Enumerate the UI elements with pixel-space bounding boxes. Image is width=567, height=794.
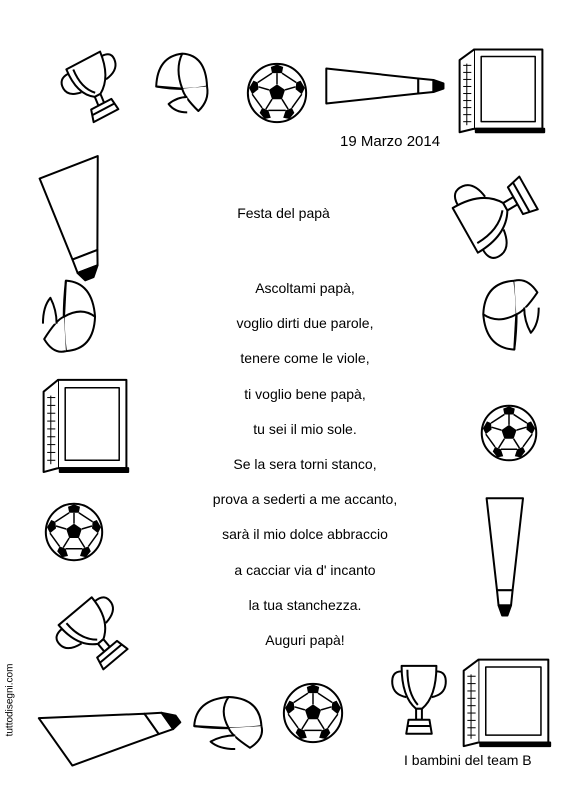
poem-title: Festa del papà bbox=[237, 205, 330, 221]
tie-icon bbox=[320, 56, 446, 106]
watermark bbox=[0, 650, 20, 750]
poem-line: sarà il mio dolce abbraccio bbox=[222, 526, 388, 543]
tie-icon bbox=[40, 688, 180, 760]
poem-line: prova a sederti a me accanto, bbox=[212, 491, 398, 508]
poem-line: Se la sera torni stanco, bbox=[233, 455, 377, 472]
cap-icon bbox=[150, 48, 212, 118]
laptop-icon bbox=[456, 46, 546, 134]
poem-line: la tua stanchezza. bbox=[248, 596, 362, 613]
poem-line: Auguri papà! bbox=[265, 631, 345, 648]
poem-line: ti voglio bene papà, bbox=[244, 385, 366, 402]
trophy-icon bbox=[390, 662, 448, 740]
date-label: 19 Marzo 2014 bbox=[340, 133, 441, 150]
soccer-ball-icon bbox=[246, 62, 308, 124]
signature: I bambini del team B bbox=[404, 752, 532, 768]
poem-line: voglio dirti due parole, bbox=[236, 315, 374, 332]
poem-line: tu sei il mio sole. bbox=[253, 420, 357, 437]
poem-line: Ascoltami papà, bbox=[255, 280, 355, 296]
watermark-text: tuttodisegni.com bbox=[4, 663, 16, 737]
poem bbox=[0, 278, 567, 665]
trophy-icon bbox=[64, 54, 126, 124]
soccer-ball-icon bbox=[282, 682, 344, 744]
cap-icon bbox=[186, 692, 268, 754]
laptop-icon bbox=[460, 656, 552, 748]
poem-line: tenere come le viole, bbox=[240, 350, 370, 367]
poem-line: a cacciar via d' incanto bbox=[234, 561, 376, 578]
